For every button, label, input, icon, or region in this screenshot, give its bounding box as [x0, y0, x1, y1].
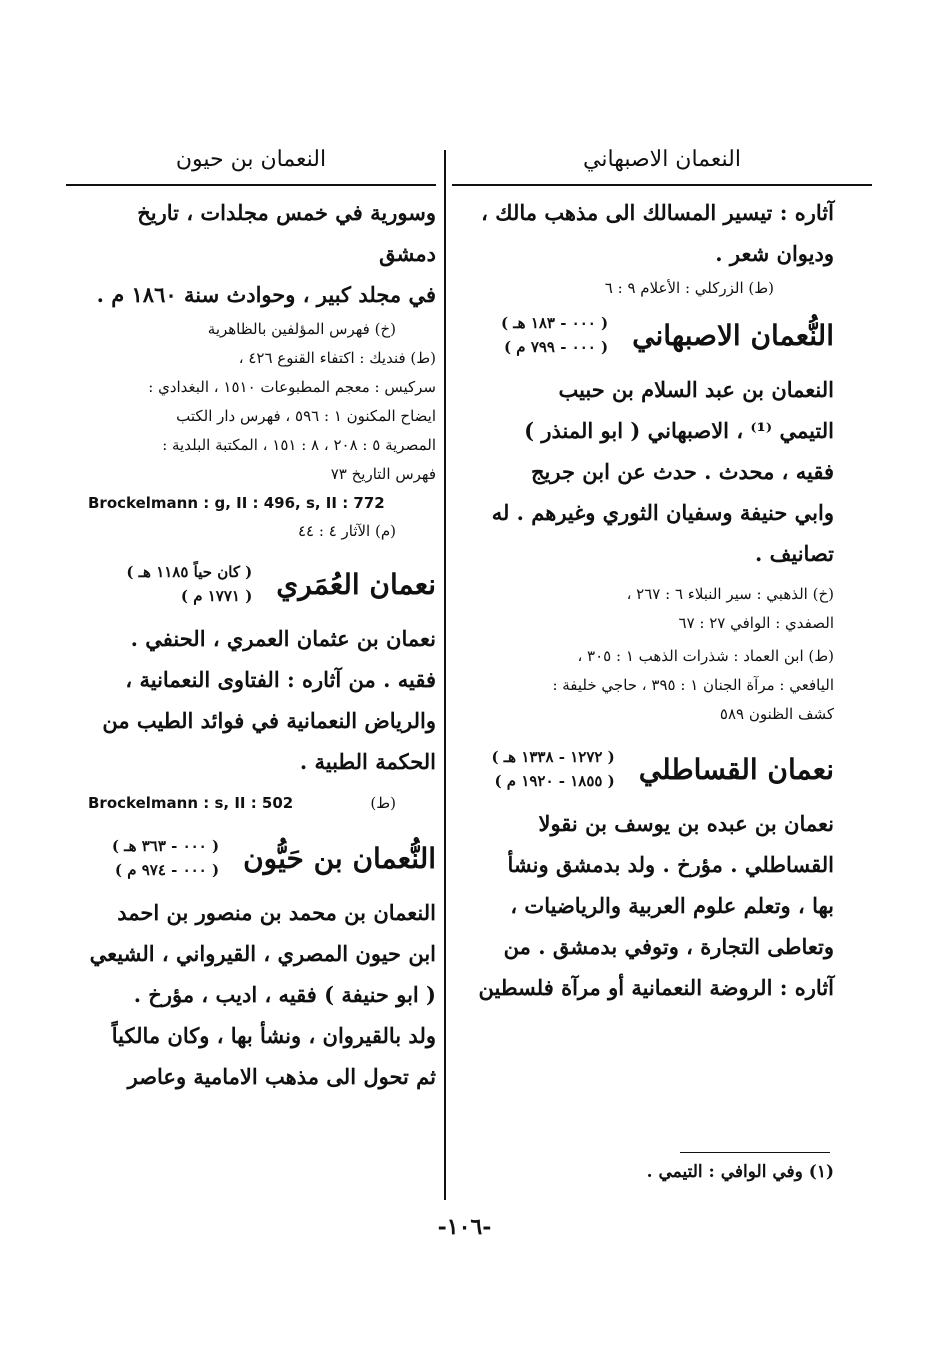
left-intro-ref: ايضاح المكنون ١ : ٥٩٦ ، فهرس دار الكتب: [176, 407, 436, 425]
entry-heading-hayyun: [80, 834, 436, 882]
brockelmann-ref: Brockelmann : s, II : 502: [88, 794, 294, 812]
date-hijri: ( كان حياً ١١٨٥ هـ ): [126, 563, 253, 581]
entry-ref-line: اليافعي : مرآة الجنان ١ : ٣٩٥ ، حاجي خليفة :: [552, 676, 834, 694]
date-gregorian: ( ٠٠٠ - ٧٩٩ م ): [503, 338, 609, 356]
date-gregorian: ( ١٧٧١ م ): [180, 587, 253, 605]
left-column: [80, 192, 436, 1097]
entry-body-line: ابن حيون المصري ، القيرواني ، الشيعي: [89, 941, 436, 966]
page-number: -١٠٦-: [437, 1214, 492, 1240]
brockelmann-ref: Brockelmann : g, II : 496, s, II : 772: [88, 494, 385, 512]
entry-ref-line: (ط) ابن العماد : شذرات الذهب ١ : ٣٠٥ ،: [577, 647, 834, 665]
entry-name: نعمان العُمَري: [276, 567, 436, 601]
entry-body-line: النعمان بن عبد السلام بن حبيب: [558, 377, 834, 402]
entry-body-line: القساطلي . مؤرخ . ولد بدمشق ونشأ: [507, 852, 834, 877]
entry-body-line: وابي حنيفة وسفيان الثوري وغيرهم . له: [491, 500, 834, 525]
athar-ref: (م) الآثار ٤ : ٤٤: [297, 522, 396, 540]
date-gregorian: ( ٠٠٠ - ٩٧٤ م ): [114, 861, 220, 879]
entry-body-line: نعمان بن عثمان العمري ، الحنفي .: [130, 626, 436, 651]
left-intro-ref: المصرية ٥ : ٢٠٨ ، ٨ : ١٥١ ، المكتبة البلدية :: [162, 436, 436, 454]
entry-heading-umari: [80, 560, 436, 608]
right-intro-line: آثاره : تيسير المسالك الى مذهب مالك ،: [481, 200, 834, 225]
entry-ref-line: (خ) الذهبي : سير النبلاء ٦ : ٢٦٧ ،: [626, 585, 834, 603]
left-intro-ref: (خ) فهرس المؤلفين بالظاهرية: [207, 320, 396, 338]
entry-body-line: ثم تحول الى مذهب الامامية وعاصر: [127, 1064, 436, 1089]
date-hijri: ( ٠٠٠ - ١٨٣ هـ ): [500, 314, 609, 332]
right-column: [462, 192, 834, 1008]
entry-body-line: بها ، وتعلم علوم العربية والرياضيات ،: [510, 893, 834, 918]
entry-name: النُّعمان بن حَيُّون: [243, 841, 436, 875]
entry-heading-qasatli: [462, 745, 834, 793]
date-gregorian: ( ١٨٥٥ - ١٩٢٠ م ): [494, 772, 615, 790]
entry-body-line: الحكمة الطبية .: [299, 749, 436, 774]
footnote-rule: [680, 1152, 830, 1153]
right-intro-ref: (ط) الزركلي : الأعلام ٩ : ٦: [604, 279, 774, 297]
entry-body-line: والرياض النعمانية في فوائد الطيب من: [102, 708, 436, 733]
entry-dates: [112, 834, 219, 882]
date-hijri: ( ٠٠٠ - ٣٦٣ هـ ): [111, 837, 220, 855]
left-intro-line: وسورية في خمس مجلدات ، تاريخ دمشق: [137, 200, 436, 266]
entry-body-line: ( ابو حنيفة ) فقيه ، اديب ، مؤرخ .: [133, 982, 436, 1007]
entry-body-line: نعمان بن عبده بن يوسف بن نقولا: [538, 811, 834, 836]
left-intro-line: في مجلد كبير ، وحوادث سنة ١٨٦٠ م .: [96, 282, 436, 307]
entry-ref-line: الصفدي : الوافي ٢٧ : ٦٧: [678, 614, 834, 632]
brockelmann-tag: (ط): [370, 793, 396, 812]
entry-dates: [501, 311, 608, 359]
entry-body-line: فقيه . من آثاره : الفتاوى النعمانية ،: [125, 667, 436, 692]
column-divider: [444, 150, 446, 1200]
entry-dates: [491, 745, 614, 793]
entry-dates: [126, 560, 252, 608]
entry-body-line: وتعاطى التجارة ، وتوفي بدمشق . من: [503, 934, 834, 959]
left-intro-ref: (ط) فنديك : اكتفاء القنوع ٤٢٦ ،: [238, 349, 436, 367]
entry-heading-isbahani: [462, 311, 834, 359]
running-header-left: النعمان بن حيون: [175, 147, 327, 172]
running-header-right: النعمان الاصبهاني: [583, 147, 741, 172]
entry-name: النُّعمان الاصبهاني: [632, 318, 834, 352]
entry-body-line: تصانيف .: [755, 541, 834, 566]
left-intro-ref: فهرس التاريخ ٧٣: [330, 465, 436, 483]
right-intro-line: وديوان شعر .: [715, 241, 834, 266]
entry-name: نعمان القساطلي: [638, 752, 834, 786]
entry-ref-line: كشف الظنون ٥٨٩: [719, 705, 834, 723]
date-hijri: ( ١٢٧٢ - ١٣٣٨ هـ ): [491, 748, 615, 766]
entry-body-line: ولد بالقيروان ، ونشأ بها ، وكان مالكياً: [111, 1023, 436, 1048]
header-rule-left: [66, 184, 436, 186]
entry-body-line: التيمي ⁽¹⁾ ، الاصبهاني ( ابو المنذر ): [524, 418, 834, 443]
footnote: (١) وفي الوافي : التيمي .: [646, 1162, 834, 1182]
left-intro-ref: سركيس : معجم المطبوعات ١٥١٠ ، البغدادي :: [148, 378, 436, 396]
entry-body-line: النعمان بن محمد بن منصور بن احمد: [117, 900, 436, 925]
brockelmann-line: [80, 788, 436, 818]
entry-body-line: آثاره : الروضة النعمانية أو مرآة فلسطين: [478, 975, 834, 1000]
header-rule-right: [452, 184, 872, 186]
entry-body-line: فقيه ، محدث . حدث عن ابن جريج: [530, 459, 834, 484]
